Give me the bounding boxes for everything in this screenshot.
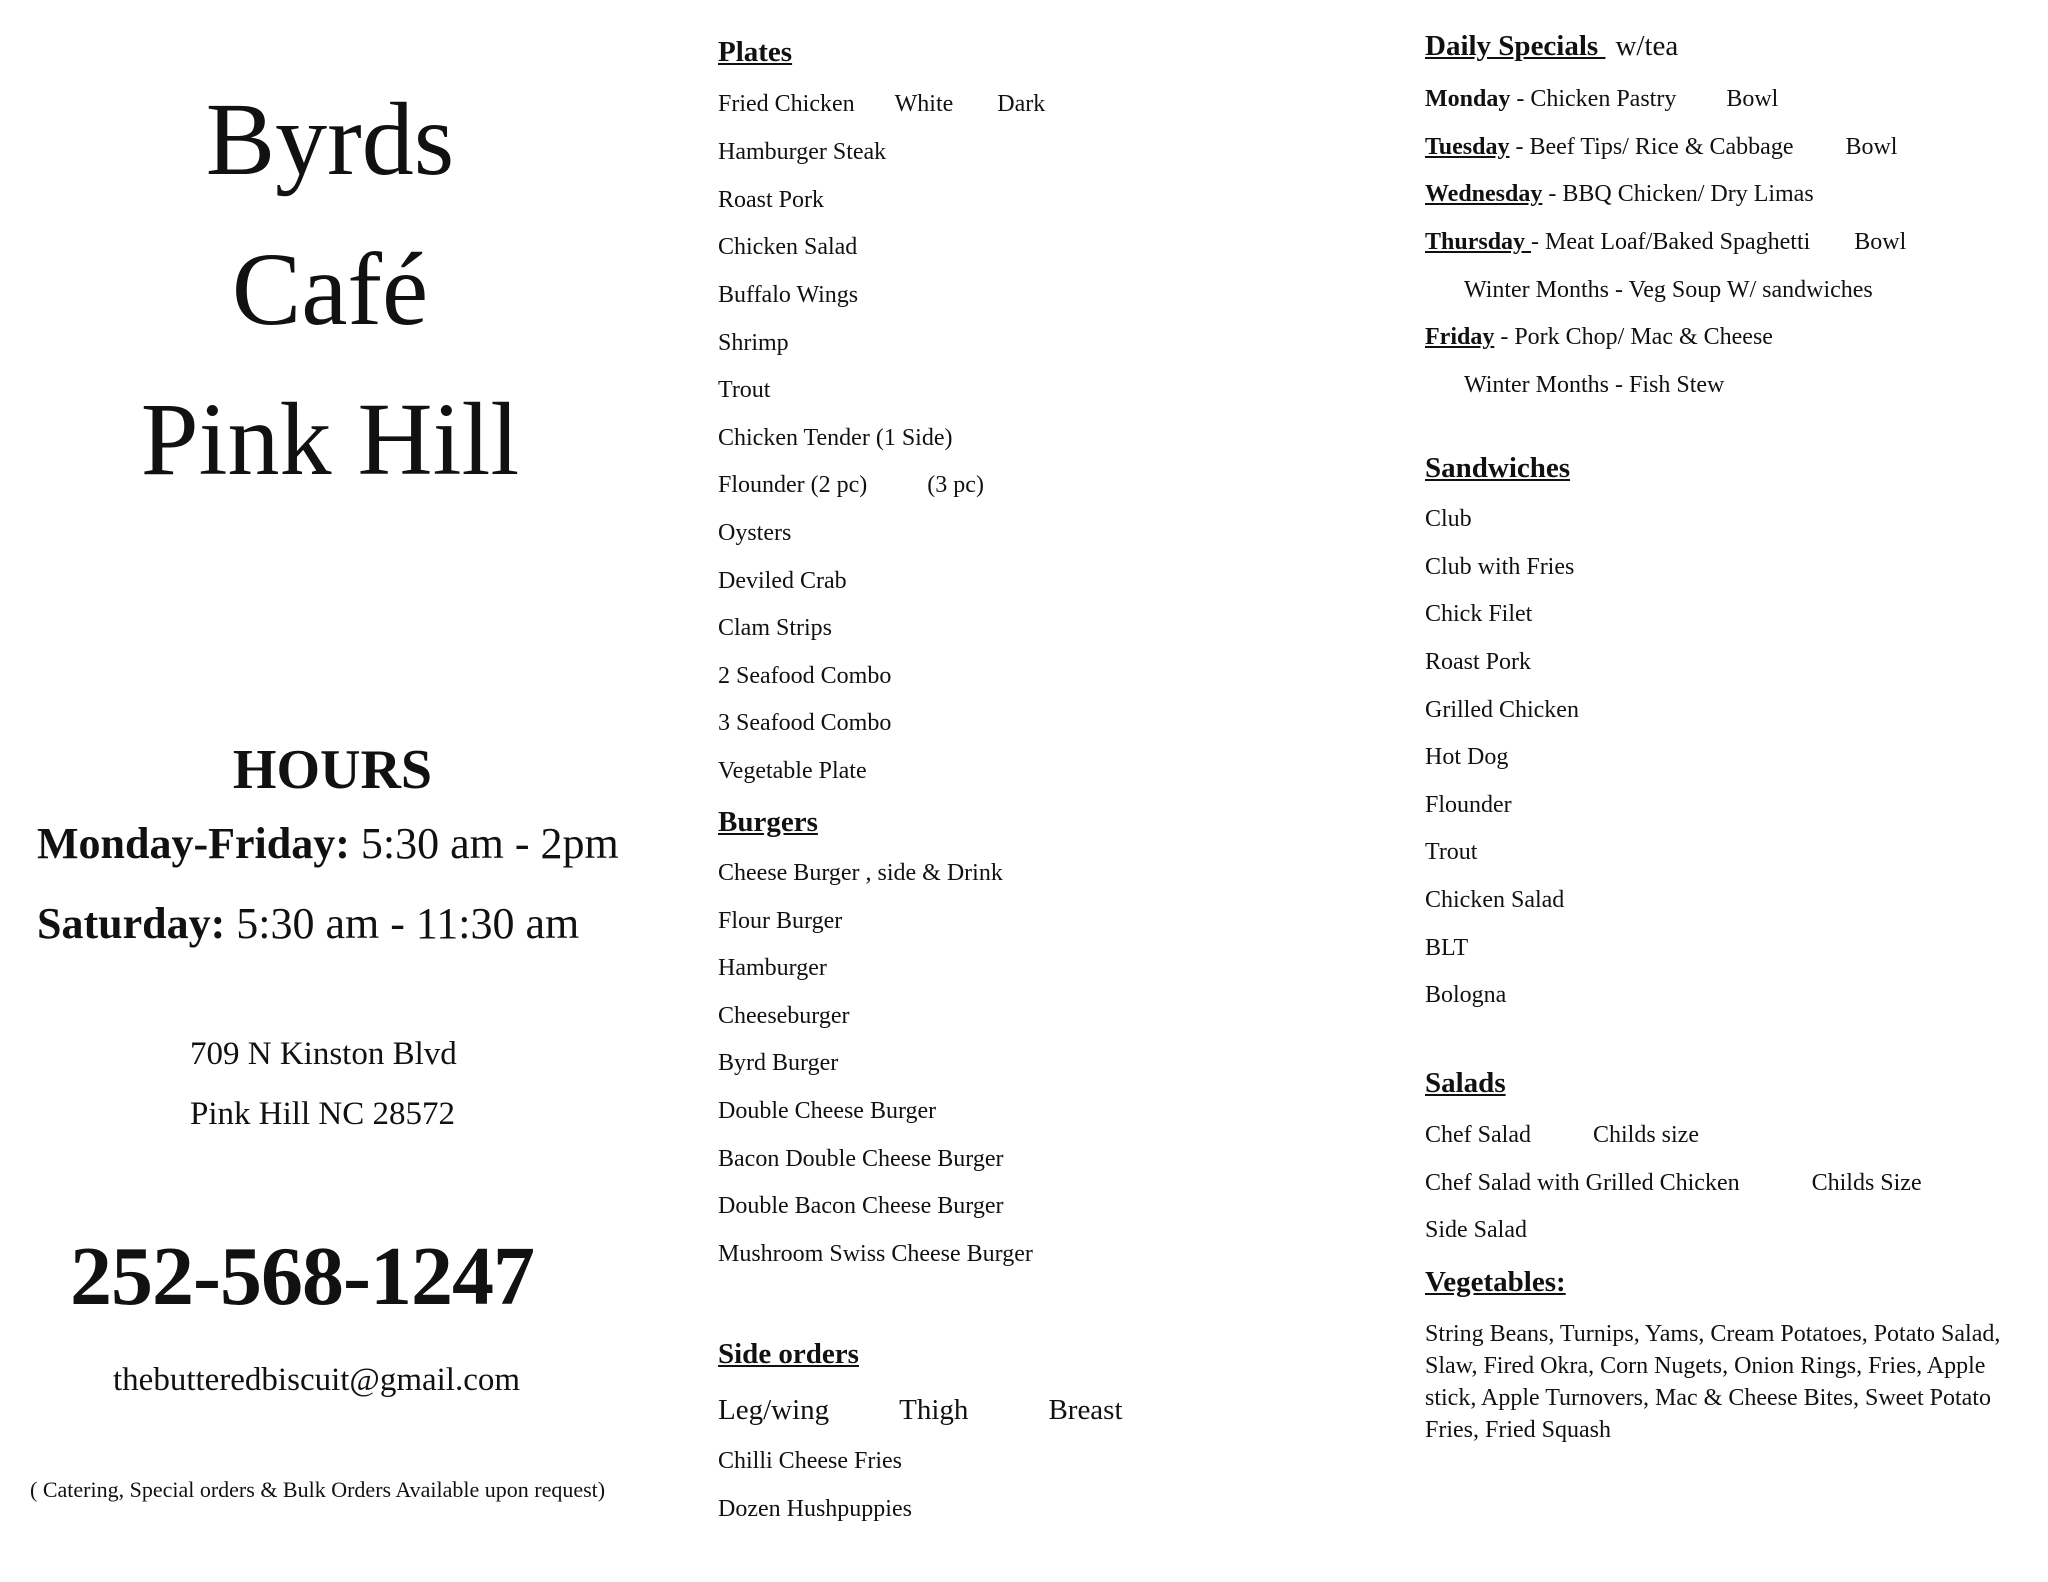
list-item: Chef Salad with Grilled Chicken Childs Size [1425,1170,1922,1196]
daily-specials-heading: Daily Specials w/tea [1425,30,1679,62]
side-orders-heading: Side orders [718,1338,859,1370]
plates-heading: Plates [718,36,793,68]
list-item: Shrimp [718,330,789,356]
list-item: Buffalo Wings [718,282,859,308]
list-item: Vegetable Plate [718,758,867,784]
vegetables-list: String Beans, Turnips, Yams, Cream Potatoes, Potato Salad, Slaw, Fired Okra, Corn Nugets, Onion Rings, Fries, Apple stick, Apple Turnovers, Mac & Cheese Bites, Sweet Potato Fries, Fried Squash [1425,1321,2001,1443]
hours-saturday [37,898,579,949]
list-item: Bacon Double Cheese Burger [718,1146,1004,1172]
list-item: Hot Dog [1425,744,1509,770]
list-item: Double Cheese Burger [718,1098,937,1124]
hours-saturday-time: 5:30 am - 11:30 am [236,899,580,948]
cafe-name-line-1: Byrds [205,82,455,197]
email-address: thebutteredbiscuit@gmail.com [113,1362,521,1398]
list-item: Roast Pork [718,187,825,213]
list-item: 2 Seafood Combo [718,663,892,689]
salads-heading: Salads [1425,1067,1506,1099]
hours-weekday [37,818,619,869]
special-thursday: Thursday - Meat Loaf/Baked Spaghetti Bowl [1425,229,1907,255]
cafe-name-line-2: Café [231,232,429,347]
address-line-1: 709 N Kinston Blvd [190,1036,457,1072]
list-item: Cheese Burger , side & Drink [718,860,1003,886]
list-item: Side Salad [1425,1217,1527,1243]
burgers-heading: Burgers [718,806,818,838]
list-item: 3 Seafood Combo [718,710,892,736]
phone-number: 252-568-1247 [70,1230,534,1323]
special-wednesday: Wednesday - BBQ Chicken/ Dry Limas [1425,181,1814,207]
list-item: Trout [718,377,771,403]
list-item: Flounder (2 pc) (3 pc) [718,472,984,498]
hours-weekday-time: 5:30 am - 2pm [360,819,619,868]
list-item: Chicken Tender (1 Side) [718,425,953,451]
special-thursday-winter: Winter Months - Veg Soup W/ sandwiches [1464,277,1873,303]
catering-note: ( Catering, Special orders & Bulk Orders Available upon request) [30,1477,606,1502]
cafe-name-line-3: Pink Hill [140,382,520,497]
list-item: Flounder [1425,792,1512,818]
address-line-2: Pink Hill NC 28572 [190,1096,455,1132]
list-item: Mushroom Swiss Cheese Burger [718,1241,1033,1267]
list-item: Chicken Salad [718,234,858,260]
sandwiches-heading: Sandwiches [1425,452,1571,484]
list-item: Bologna [1425,982,1507,1008]
list-item: BLT [1425,935,1469,961]
list-item: Oysters [718,520,792,546]
list-item: Chef Salad Childs size [1425,1122,1699,1148]
list-item: Clam Strips [718,615,833,641]
special-friday-winter: Winter Months - Fish Stew [1464,372,1725,398]
special-friday: Friday - Pork Chop/ Mac & Cheese [1425,324,1773,350]
list-item: Deviled Crab [718,568,847,594]
list-item: Flour Burger [718,908,843,934]
list-item: Chilli Cheese Fries [718,1448,902,1474]
list-item: Trout [1425,839,1478,865]
special-monday: Monday - Chicken Pastry Bowl [1425,86,1779,112]
hours-saturday-label: Saturday: [37,899,226,948]
daily-specials-suffix: w/tea [1615,30,1679,62]
vegetables-heading: Vegetables: [1425,1266,1566,1298]
special-tuesday: Tuesday - Beef Tips/ Rice & Cabbage Bowl [1425,134,1898,160]
list-item: Fried Chicken White Dark [718,91,1046,117]
list-item: Chick Filet [1425,601,1533,627]
list-item: Hamburger Steak [718,139,887,165]
list-item: Double Bacon Cheese Burger [718,1193,1004,1219]
hours-weekday-label: Monday-Friday: [37,819,350,868]
list-item: Grilled Chicken [1425,697,1579,723]
list-item: Dozen Hushpuppies [718,1496,912,1522]
list-item: Club [1425,506,1472,532]
list-item: Chicken Salad [1425,887,1565,913]
list-item: Byrd Burger [718,1050,839,1076]
list-item: Club with Fries [1425,554,1575,580]
side-options-row: Leg/wing Thigh Breast [718,1394,1123,1426]
list-item: Cheeseburger [718,1003,850,1029]
hours-heading: HOURS [232,739,433,801]
list-item: Hamburger [718,955,827,981]
list-item: Roast Pork [1425,649,1532,675]
